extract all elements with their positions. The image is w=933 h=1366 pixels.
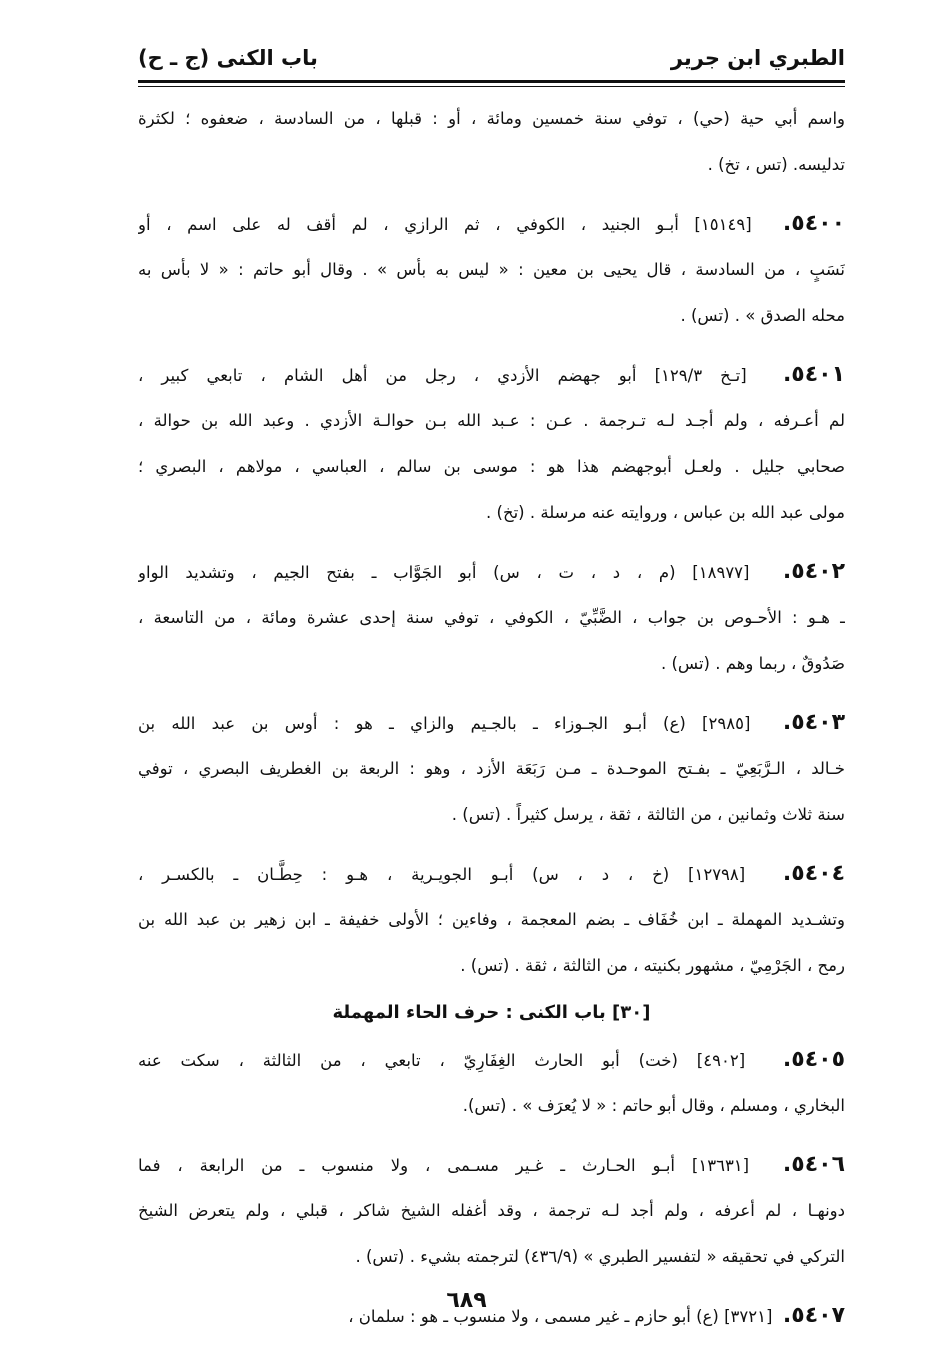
text-line: رمح ، الجَرْمِيّ ، مشهور بكنيته ، من الثالثة ، ثقة . (تس) . (460, 956, 845, 975)
text-line: ـ هـو : الأحـوص بن جواب ، الضَّبِّيّ ، الكوفي ، توفي سنة إحدى عشرة ومائة ، من التاسعة ، (138, 608, 845, 627)
section-heading: [٣٠] باب الكنى : حرف الحاء المهملة (332, 1002, 651, 1023)
entry-number: ٥٤٠٣. (782, 710, 845, 735)
text-line: تدليسه. (تس ، تخ) . (707, 155, 845, 174)
page-number: ٦٨٩ (446, 1288, 487, 1313)
entry-number: ٥٤٠٦. (782, 1152, 845, 1177)
running-header (138, 40, 845, 76)
text-line: سنة ثلاث وثمانين ، من الثالثة ، ثقة ، يرسل كثيراً . (تس) . (451, 805, 845, 824)
entry-5403 (138, 700, 845, 838)
text-line: [٤٩٠٢] (خت) أبو الحارث الغِفَارِيّ ، تابعي ، من الثالثة ، سكت عنه (138, 1051, 746, 1070)
text-line: البخاري ، ومسلم ، وقال أبو حاتم : « لا يُعرَف » . (تس). (462, 1096, 845, 1115)
text-line: لم أعـرفه ، ولم أجـد لـه تـرجمة . عـن : عـبد الله بـن حوالـة الأزدي . وعبد الله بن حوالة ، (138, 411, 845, 430)
entry-5404 (138, 851, 845, 989)
entry-number: ٥٤٠٤. (782, 861, 845, 886)
text-line: صحابي جليل . ولعـل أبوجهضم هذا هو : موسى بن سالم ، العباسي ، مولاهم ، البصري ؛ (138, 457, 845, 476)
entry-number: ٥٤٠٥. (782, 1047, 845, 1072)
text-line: محله الصدق » . (تس) . (680, 306, 845, 325)
text-line: صَدُوقٌ ، ربما وهم . (تس) . (660, 654, 845, 673)
text-line: [١٢٧٩٨] (خ ، د ، س) أبـو الجويـرية ، هـو : حِطَّـان ـ بالكسـر ، (138, 865, 746, 884)
header-chapter-title: باب الكنى (ج ـ ح) (138, 46, 318, 70)
text-line: [١٣٦٣١] أبـو الحـارث ـ غـير مسـمى ، ولا منسوب ـ من الرابعة ، فما (138, 1156, 750, 1175)
text-line: مولى عبد الله بن عباس ، وروايته عنه مرسلة . (تخ) . (486, 503, 845, 522)
entry-number: ٥٤٠٢. (782, 559, 845, 584)
text-line: [٣٧٢١] (ع) أبو حازم ـ غير مسمى ، ولا منسوب ـ هو : سلمان ، (348, 1307, 773, 1326)
page-body (138, 96, 845, 1339)
entry-5401 (138, 352, 845, 536)
text-line: [٢٩٨٥] (ع) أبـو الجـوزاء ـ بالجـيم والزاي ـ هو : أوس بن عبد الله بن (138, 714, 751, 733)
entry-number: ٥٤٠٠. (782, 211, 845, 236)
header-rule-thick (138, 80, 845, 83)
text-line: [تـخ ١٢٩/٣] أبو جهضم الأزدي ، رجل من أهل الشام ، تابعي كبير ، (138, 366, 747, 385)
entry-5402 (138, 549, 845, 687)
header-book-title: الطبري ابن جرير (670, 46, 845, 70)
entry-5405 (138, 1037, 845, 1129)
text-line: وتشـديد المهملة ـ ابن خُفَاف ـ بضم المعجمة ، وفاءين ؛ الأولى خفيفة ـ ابن زهير بن عبد الله بن (138, 910, 845, 929)
text-line: خـالد ، الـرَّبَعِيّ ـ بفـتح الموحـدة ـ مـن رَبَعَة الأزد ، وهو : الربعة بن الغطريف البصري ، توفي (138, 759, 845, 778)
entry-5400 (138, 201, 845, 339)
text-line: نَسَبٍ ، من السادسة ، قال يحيى بن معين : « ليس به بأس » . وقال أبو حاتم : « لا بأس به (138, 260, 845, 279)
header-rule-thin (138, 86, 845, 87)
entry-number: ٥٤٠٧. (782, 1303, 845, 1328)
text-line: [١٥١٤٩] أبـو الجنيد ، الكوفي ، ثم الرازي ، لم أقف له على اسم ، أو (138, 215, 752, 234)
text-line: واسم أبي حية (حي) ، توفي سنة خمسين ومائة ، أو : قبلها ، من السادسة ، ضعفوه ؛ لكثرة (138, 109, 845, 128)
entry-number: ٥٤٠١. (782, 362, 845, 387)
text-line: التركي في تحقيقه « لتفسير الطبري » (٤٣٦/٩) لترجمته بشيء . (تس) . (355, 1247, 845, 1266)
entry-5406 (138, 1142, 845, 1280)
text-line: دونهـا ، لم أعرفه ، ولم أجد لـه ترجمة ، وقد أغفله الشيخ شاكر ، قبلي ، ولم يتعرض الشيخ (138, 1201, 845, 1220)
intro-paragraph (138, 96, 845, 188)
text-line: [١٨٩٧٧] (م ، د ، ت ، س) أبو الجَوَّاب ـ بفتح الجيم ، وتشديد الواو (138, 563, 750, 582)
